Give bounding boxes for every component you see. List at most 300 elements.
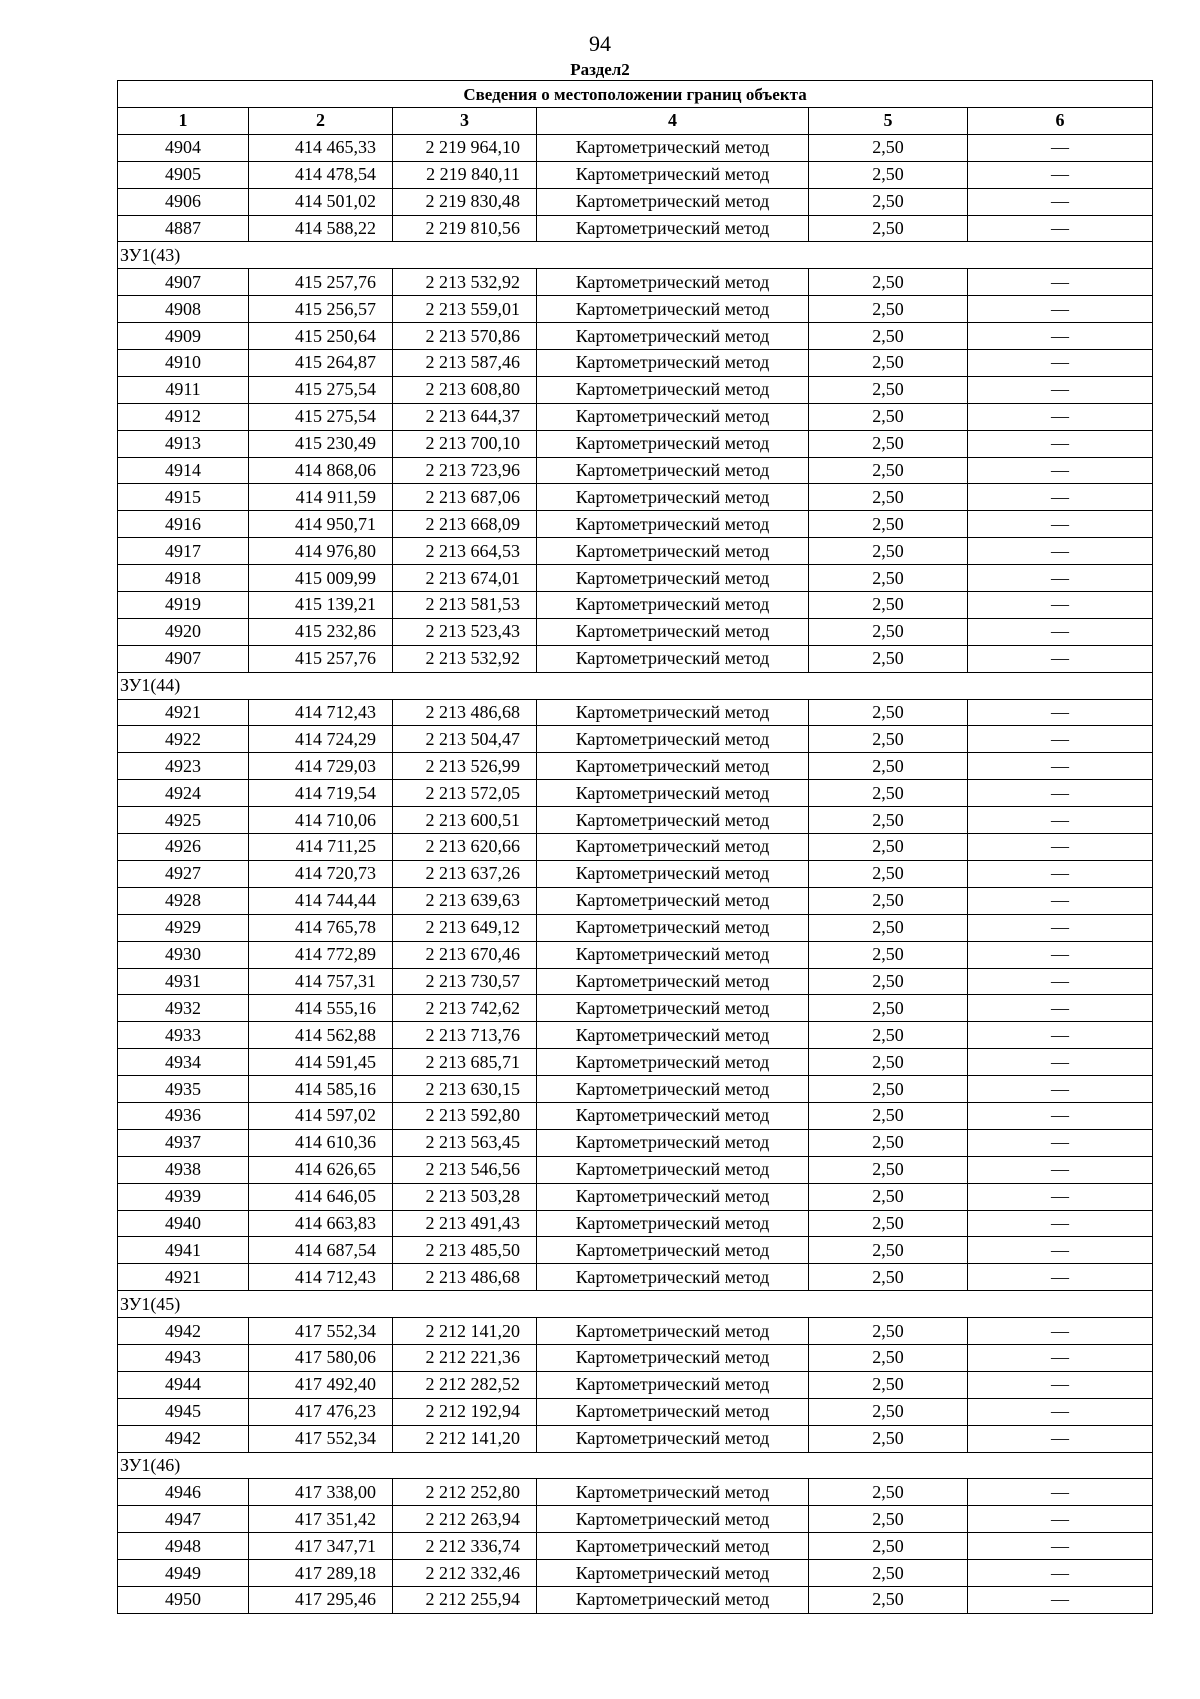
x-coordinate-cell: 415 232,86	[249, 618, 393, 645]
table-row	[118, 1237, 1153, 1264]
precision-cell: 2,50	[809, 538, 968, 565]
x-coordinate-cell: 417 347,71	[249, 1533, 393, 1560]
point-number-cell: 4887	[118, 215, 249, 242]
table-row	[118, 887, 1153, 914]
note-cell: —	[968, 1344, 1153, 1371]
precision-cell: 2,50	[809, 1264, 968, 1291]
precision-cell: 2,50	[809, 699, 968, 726]
method-cell: Картометрический метод	[537, 1398, 809, 1425]
precision-cell: 2,50	[809, 215, 968, 242]
column-header: 3	[393, 108, 537, 135]
y-coordinate-cell: 2 213 668,09	[393, 511, 537, 538]
precision-cell: 2,50	[809, 323, 968, 350]
note-cell: —	[968, 968, 1153, 995]
y-coordinate-cell: 2 213 485,50	[393, 1237, 537, 1264]
point-number-cell: 4935	[118, 1076, 249, 1103]
table-row	[118, 1264, 1153, 1291]
point-number-cell: 4915	[118, 484, 249, 511]
precision-cell: 2,50	[809, 1533, 968, 1560]
method-cell: Картометрический метод	[537, 1479, 809, 1506]
note-cell: —	[968, 323, 1153, 350]
precision-cell: 2,50	[809, 1344, 968, 1371]
note-cell: —	[968, 269, 1153, 296]
y-coordinate-cell: 2 213 532,92	[393, 269, 537, 296]
note-cell: —	[968, 995, 1153, 1022]
x-coordinate-cell: 414 646,05	[249, 1183, 393, 1210]
y-coordinate-cell: 2 213 700,10	[393, 430, 537, 457]
point-number-cell: 4913	[118, 430, 249, 457]
y-coordinate-cell: 2 213 687,06	[393, 484, 537, 511]
point-number-cell: 4937	[118, 1129, 249, 1156]
table-row	[118, 995, 1153, 1022]
method-cell: Картометрический метод	[537, 1022, 809, 1049]
column-header: 5	[809, 108, 968, 135]
point-number-cell: 4912	[118, 403, 249, 430]
y-coordinate-cell: 2 213 730,57	[393, 968, 537, 995]
precision-cell: 2,50	[809, 161, 968, 188]
table-row	[118, 1398, 1153, 1425]
point-number-cell: 4907	[118, 645, 249, 672]
note-cell: —	[968, 161, 1153, 188]
table-row	[118, 350, 1153, 377]
note-cell: —	[968, 887, 1153, 914]
note-cell: —	[968, 860, 1153, 887]
x-coordinate-cell: 414 562,88	[249, 1022, 393, 1049]
group-header-row	[118, 672, 1153, 699]
method-cell: Картометрический метод	[537, 511, 809, 538]
method-cell: Картометрический метод	[537, 484, 809, 511]
point-number-cell: 4914	[118, 457, 249, 484]
precision-cell: 2,50	[809, 1183, 968, 1210]
table-row	[118, 511, 1153, 538]
note-cell: —	[968, 753, 1153, 780]
group-header-row	[118, 1452, 1153, 1479]
method-cell: Картометрический метод	[537, 1237, 809, 1264]
precision-cell: 2,50	[809, 592, 968, 619]
table-row	[118, 403, 1153, 430]
y-coordinate-cell: 2 213 532,92	[393, 645, 537, 672]
point-number-cell: 4927	[118, 860, 249, 887]
point-number-cell: 4909	[118, 323, 249, 350]
x-coordinate-cell: 414 724,29	[249, 726, 393, 753]
point-number-cell: 4906	[118, 188, 249, 215]
x-coordinate-cell: 414 555,16	[249, 995, 393, 1022]
precision-cell: 2,50	[809, 645, 968, 672]
method-cell: Картометрический метод	[537, 134, 809, 161]
method-cell: Картометрический метод	[537, 1156, 809, 1183]
y-coordinate-cell: 2 213 644,37	[393, 403, 537, 430]
table-row	[118, 914, 1153, 941]
table-row	[118, 1425, 1153, 1452]
method-cell: Картометрический метод	[537, 457, 809, 484]
point-number-cell: 4933	[118, 1022, 249, 1049]
method-cell: Картометрический метод	[537, 1586, 809, 1613]
y-coordinate-cell: 2 213 685,71	[393, 1049, 537, 1076]
precision-cell: 2,50	[809, 376, 968, 403]
precision-cell: 2,50	[809, 565, 968, 592]
point-number-cell: 4936	[118, 1102, 249, 1129]
point-number-cell: 4948	[118, 1533, 249, 1560]
table-row	[118, 645, 1153, 672]
table-row	[118, 618, 1153, 645]
x-coordinate-cell: 414 687,54	[249, 1237, 393, 1264]
table-row	[118, 269, 1153, 296]
table-title: Сведения о местоположении границ объекта	[118, 81, 1153, 108]
note-cell: —	[968, 834, 1153, 861]
note-cell: —	[968, 350, 1153, 377]
y-coordinate-cell: 2 213 570,86	[393, 323, 537, 350]
y-coordinate-cell: 2 213 608,80	[393, 376, 537, 403]
x-coordinate-cell: 415 257,76	[249, 645, 393, 672]
point-number-cell: 4921	[118, 699, 249, 726]
point-number-cell: 4931	[118, 968, 249, 995]
note-cell: —	[968, 457, 1153, 484]
group-header-row	[118, 1291, 1153, 1318]
point-number-cell: 4908	[118, 296, 249, 323]
method-cell: Картометрический метод	[537, 1183, 809, 1210]
table-title-row	[118, 81, 1153, 108]
table-row	[118, 726, 1153, 753]
y-coordinate-cell: 2 213 592,80	[393, 1102, 537, 1129]
y-coordinate-cell: 2 212 252,80	[393, 1479, 537, 1506]
y-coordinate-cell: 2 219 840,11	[393, 161, 537, 188]
precision-cell: 2,50	[809, 269, 968, 296]
point-number-cell: 4917	[118, 538, 249, 565]
method-cell: Картометрический метод	[537, 188, 809, 215]
note-cell: —	[968, 1560, 1153, 1587]
table-row	[118, 807, 1153, 834]
precision-cell: 2,50	[809, 780, 968, 807]
precision-cell: 2,50	[809, 1425, 968, 1452]
y-coordinate-cell: 2 213 600,51	[393, 807, 537, 834]
precision-cell: 2,50	[809, 941, 968, 968]
note-cell: —	[968, 807, 1153, 834]
table-row	[118, 1371, 1153, 1398]
x-coordinate-cell: 414 710,06	[249, 807, 393, 834]
point-number-cell: 4939	[118, 1183, 249, 1210]
method-cell: Картометрический метод	[537, 269, 809, 296]
column-header: 1	[118, 108, 249, 135]
method-cell: Картометрический метод	[537, 1533, 809, 1560]
x-coordinate-cell: 414 585,16	[249, 1076, 393, 1103]
point-number-cell: 4911	[118, 376, 249, 403]
x-coordinate-cell: 414 729,03	[249, 753, 393, 780]
method-cell: Картометрический метод	[537, 618, 809, 645]
method-cell: Картометрический метод	[537, 780, 809, 807]
x-coordinate-cell: 414 765,78	[249, 914, 393, 941]
method-cell: Картометрический метод	[537, 1210, 809, 1237]
x-coordinate-cell: 414 478,54	[249, 161, 393, 188]
point-number-cell: 4942	[118, 1425, 249, 1452]
point-number-cell: 4905	[118, 161, 249, 188]
note-cell: —	[968, 1264, 1153, 1291]
table-row	[118, 1210, 1153, 1237]
note-cell: —	[968, 1156, 1153, 1183]
precision-cell: 2,50	[809, 807, 968, 834]
x-coordinate-cell: 415 256,57	[249, 296, 393, 323]
point-number-cell: 4916	[118, 511, 249, 538]
y-coordinate-cell: 2 213 526,99	[393, 753, 537, 780]
x-coordinate-cell: 414 591,45	[249, 1049, 393, 1076]
y-coordinate-cell: 2 213 563,45	[393, 1129, 537, 1156]
note-cell: —	[968, 1398, 1153, 1425]
note-cell: —	[968, 376, 1153, 403]
x-coordinate-cell: 415 275,54	[249, 376, 393, 403]
x-coordinate-cell: 414 744,44	[249, 887, 393, 914]
note-cell: —	[968, 1371, 1153, 1398]
column-header-row	[118, 108, 1153, 135]
x-coordinate-cell: 417 338,00	[249, 1479, 393, 1506]
point-number-cell: 4938	[118, 1156, 249, 1183]
x-coordinate-cell: 414 950,71	[249, 511, 393, 538]
note-cell: —	[968, 430, 1153, 457]
y-coordinate-cell: 2 213 670,46	[393, 941, 537, 968]
group-label: ЗУ1(43)	[118, 242, 1153, 269]
y-coordinate-cell: 2 212 336,74	[393, 1533, 537, 1560]
table-row	[118, 860, 1153, 887]
note-cell: —	[968, 1022, 1153, 1049]
method-cell: Картометрический метод	[537, 699, 809, 726]
x-coordinate-cell: 414 501,02	[249, 188, 393, 215]
method-cell: Картометрический метод	[537, 350, 809, 377]
column-header: 2	[249, 108, 393, 135]
method-cell: Картометрический метод	[537, 592, 809, 619]
method-cell: Картометрический метод	[537, 753, 809, 780]
precision-cell: 2,50	[809, 1210, 968, 1237]
note-cell: —	[968, 1183, 1153, 1210]
precision-cell: 2,50	[809, 887, 968, 914]
point-number-cell: 4928	[118, 887, 249, 914]
x-coordinate-cell: 414 712,43	[249, 1264, 393, 1291]
precision-cell: 2,50	[809, 134, 968, 161]
y-coordinate-cell: 2 213 546,56	[393, 1156, 537, 1183]
y-coordinate-cell: 2 212 255,94	[393, 1586, 537, 1613]
column-header: 4	[537, 108, 809, 135]
x-coordinate-cell: 415 264,87	[249, 350, 393, 377]
x-coordinate-cell: 415 257,76	[249, 269, 393, 296]
column-header: 6	[968, 108, 1153, 135]
note-cell: —	[968, 1506, 1153, 1533]
method-cell: Картометрический метод	[537, 941, 809, 968]
table-row	[118, 538, 1153, 565]
method-cell: Картометрический метод	[537, 376, 809, 403]
point-number-cell: 4941	[118, 1237, 249, 1264]
point-number-cell: 4950	[118, 1586, 249, 1613]
note-cell: —	[968, 1129, 1153, 1156]
table-row	[118, 1102, 1153, 1129]
table-row	[118, 457, 1153, 484]
method-cell: Картометрический метод	[537, 1371, 809, 1398]
point-number-cell: 4926	[118, 834, 249, 861]
table-row	[118, 484, 1153, 511]
point-number-cell: 4945	[118, 1398, 249, 1425]
table-row	[118, 1049, 1153, 1076]
method-cell: Картометрический метод	[537, 538, 809, 565]
y-coordinate-cell: 2 219 964,10	[393, 134, 537, 161]
table-row	[118, 1479, 1153, 1506]
table-row	[118, 565, 1153, 592]
method-cell: Картометрический метод	[537, 323, 809, 350]
table-row	[118, 1129, 1153, 1156]
note-cell: —	[968, 914, 1153, 941]
table-row	[118, 753, 1153, 780]
note-cell: —	[968, 188, 1153, 215]
precision-cell: 2,50	[809, 1479, 968, 1506]
precision-cell: 2,50	[809, 1076, 968, 1103]
precision-cell: 2,50	[809, 430, 968, 457]
x-coordinate-cell: 414 711,25	[249, 834, 393, 861]
x-coordinate-cell: 415 275,54	[249, 403, 393, 430]
table-row	[118, 1156, 1153, 1183]
note-cell: —	[968, 1586, 1153, 1613]
precision-cell: 2,50	[809, 995, 968, 1022]
precision-cell: 2,50	[809, 1102, 968, 1129]
note-cell: —	[968, 1425, 1153, 1452]
boundary-coordinates-table	[117, 80, 1153, 1614]
y-coordinate-cell: 2 213 523,43	[393, 618, 537, 645]
method-cell: Картометрический метод	[537, 161, 809, 188]
point-number-cell: 4918	[118, 565, 249, 592]
y-coordinate-cell: 2 212 141,20	[393, 1425, 537, 1452]
method-cell: Картометрический метод	[537, 726, 809, 753]
precision-cell: 2,50	[809, 1049, 968, 1076]
method-cell: Картометрический метод	[537, 1076, 809, 1103]
x-coordinate-cell: 415 139,21	[249, 592, 393, 619]
point-number-cell: 4922	[118, 726, 249, 753]
y-coordinate-cell: 2 213 639,63	[393, 887, 537, 914]
note-cell: —	[968, 296, 1153, 323]
method-cell: Картометрический метод	[537, 1425, 809, 1452]
method-cell: Картометрический метод	[537, 1506, 809, 1533]
note-cell: —	[968, 618, 1153, 645]
precision-cell: 2,50	[809, 1398, 968, 1425]
precision-cell: 2,50	[809, 834, 968, 861]
x-coordinate-cell: 417 289,18	[249, 1560, 393, 1587]
group-label: ЗУ1(46)	[118, 1452, 1153, 1479]
note-cell: —	[968, 1318, 1153, 1345]
precision-cell: 2,50	[809, 1237, 968, 1264]
method-cell: Картометрический метод	[537, 403, 809, 430]
y-coordinate-cell: 2 213 587,46	[393, 350, 537, 377]
y-coordinate-cell: 2 212 221,36	[393, 1344, 537, 1371]
x-coordinate-cell: 415 250,64	[249, 323, 393, 350]
point-number-cell: 4934	[118, 1049, 249, 1076]
group-label: ЗУ1(44)	[118, 672, 1153, 699]
y-coordinate-cell: 2 213 620,66	[393, 834, 537, 861]
page-number: 94	[589, 31, 611, 56]
x-coordinate-cell: 417 552,34	[249, 1318, 393, 1345]
y-coordinate-cell: 2 212 192,94	[393, 1398, 537, 1425]
point-number-cell: 4921	[118, 1264, 249, 1291]
point-number-cell: 4943	[118, 1344, 249, 1371]
note-cell: —	[968, 699, 1153, 726]
y-coordinate-cell: 2 219 830,48	[393, 188, 537, 215]
x-coordinate-cell: 414 911,59	[249, 484, 393, 511]
point-number-cell: 4940	[118, 1210, 249, 1237]
table-row	[118, 968, 1153, 995]
x-coordinate-cell: 414 719,54	[249, 780, 393, 807]
precision-cell: 2,50	[809, 1371, 968, 1398]
x-coordinate-cell: 414 757,31	[249, 968, 393, 995]
precision-cell: 2,50	[809, 1156, 968, 1183]
y-coordinate-cell: 2 213 503,28	[393, 1183, 537, 1210]
method-cell: Картометрический метод	[537, 807, 809, 834]
precision-cell: 2,50	[809, 1586, 968, 1613]
table-row	[118, 1560, 1153, 1587]
table-row	[118, 323, 1153, 350]
table-row	[118, 1506, 1153, 1533]
note-cell: —	[968, 511, 1153, 538]
table-row	[118, 296, 1153, 323]
y-coordinate-cell: 2 212 141,20	[393, 1318, 537, 1345]
precision-cell: 2,50	[809, 1318, 968, 1345]
method-cell: Картометрический метод	[537, 834, 809, 861]
point-number-cell: 4947	[118, 1506, 249, 1533]
table-row	[118, 376, 1153, 403]
table-row	[118, 188, 1153, 215]
table-row	[118, 780, 1153, 807]
method-cell: Картометрический метод	[537, 1264, 809, 1291]
y-coordinate-cell: 2 212 263,94	[393, 1506, 537, 1533]
precision-cell: 2,50	[809, 296, 968, 323]
table-row	[118, 1022, 1153, 1049]
group-label: ЗУ1(45)	[118, 1291, 1153, 1318]
x-coordinate-cell: 415 009,99	[249, 565, 393, 592]
table-row	[118, 699, 1153, 726]
x-coordinate-cell: 417 476,23	[249, 1398, 393, 1425]
y-coordinate-cell: 2 213 723,96	[393, 457, 537, 484]
x-coordinate-cell: 417 580,06	[249, 1344, 393, 1371]
x-coordinate-cell: 417 351,42	[249, 1506, 393, 1533]
precision-cell: 2,50	[809, 914, 968, 941]
method-cell: Картометрический метод	[537, 296, 809, 323]
table-row	[118, 592, 1153, 619]
method-cell: Картометрический метод	[537, 430, 809, 457]
method-cell: Картометрический метод	[537, 1102, 809, 1129]
note-cell: —	[968, 134, 1153, 161]
point-number-cell: 4944	[118, 1371, 249, 1398]
point-number-cell: 4919	[118, 592, 249, 619]
x-coordinate-cell: 414 588,22	[249, 215, 393, 242]
precision-cell: 2,50	[809, 188, 968, 215]
note-cell: —	[968, 1210, 1153, 1237]
precision-cell: 2,50	[809, 1022, 968, 1049]
precision-cell: 2,50	[809, 511, 968, 538]
x-coordinate-cell: 414 610,36	[249, 1129, 393, 1156]
x-coordinate-cell: 417 552,34	[249, 1425, 393, 1452]
point-number-cell: 4910	[118, 350, 249, 377]
method-cell: Картометрический метод	[537, 565, 809, 592]
y-coordinate-cell: 2 213 742,62	[393, 995, 537, 1022]
table-row	[118, 1076, 1153, 1103]
y-coordinate-cell: 2 213 572,05	[393, 780, 537, 807]
table-row	[118, 941, 1153, 968]
method-cell: Картометрический метод	[537, 1344, 809, 1371]
method-cell: Картометрический метод	[537, 645, 809, 672]
precision-cell: 2,50	[809, 618, 968, 645]
note-cell: —	[968, 1237, 1153, 1264]
y-coordinate-cell: 2 213 649,12	[393, 914, 537, 941]
table-row	[118, 834, 1153, 861]
table-row	[118, 1318, 1153, 1345]
x-coordinate-cell: 414 868,06	[249, 457, 393, 484]
point-number-cell: 4923	[118, 753, 249, 780]
note-cell: —	[968, 215, 1153, 242]
x-coordinate-cell: 417 492,40	[249, 1371, 393, 1398]
precision-cell: 2,50	[809, 860, 968, 887]
method-cell: Картометрический метод	[537, 995, 809, 1022]
method-cell: Картометрический метод	[537, 1560, 809, 1587]
